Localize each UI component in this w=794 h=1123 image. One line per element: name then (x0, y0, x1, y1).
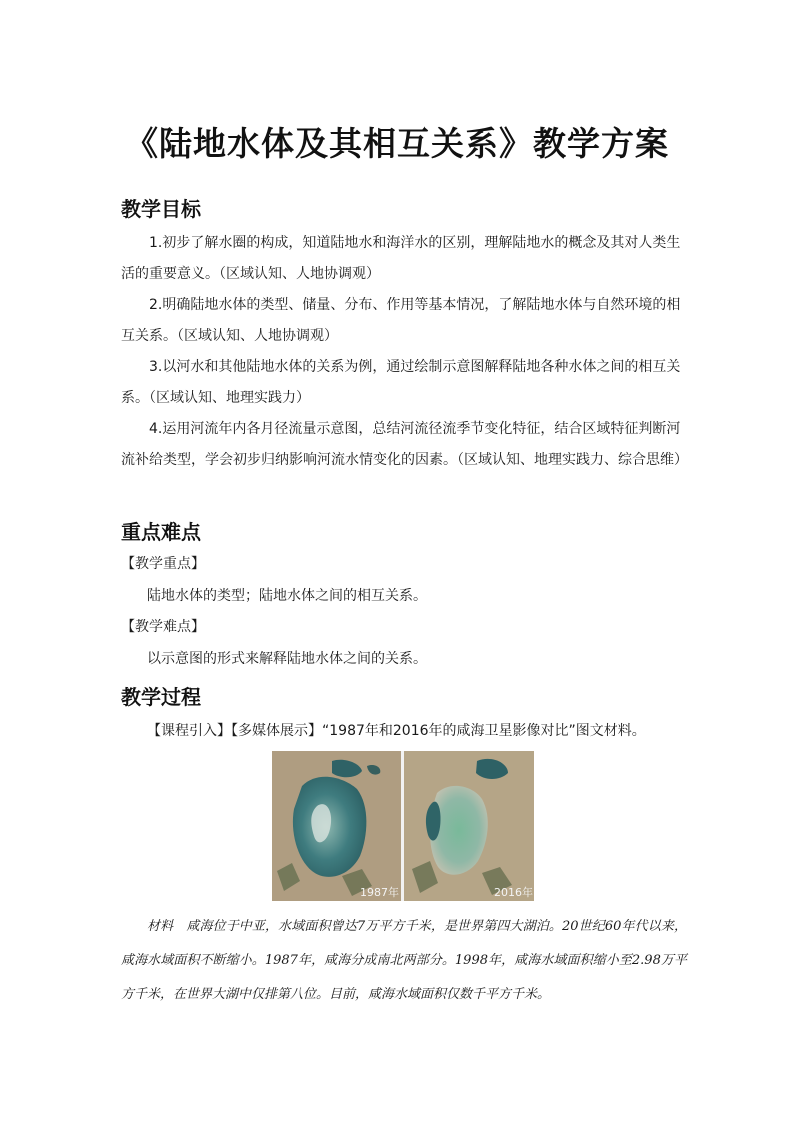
process-heading: 教学过程 (121, 685, 201, 709)
keypoints-heading: 重点难点 (121, 520, 201, 544)
difficulty-label: 【教学难点】 (121, 619, 205, 635)
objective-item-3: 3.以河水和其他陆地水体的关系为例，通过绘制示意图解释陆地各种水体之间的相互关系。（区域认知、地理实践力） (121, 359, 681, 406)
objectives-heading: 教学目标 (121, 197, 201, 221)
difficulty-text: 以示意图的形式来解释陆地水体之间的关系。 (147, 651, 427, 667)
figure-label-2016: 2016年 (494, 886, 533, 899)
aral-sea-satellite-figure (272, 751, 534, 901)
figure-label-1987: 1987年 (360, 886, 399, 899)
satellite-image (272, 751, 534, 901)
focus-label: 【教学重点】 (121, 556, 205, 572)
focus-text: 陆地水体的类型；陆地水体之间的相互关系。 (147, 588, 427, 604)
page-title: 《陆地水体及其相互关系》教学方案 (125, 124, 669, 163)
objective-item-1: 1.初步了解水圈的构成，知道陆地水和海洋水的区别，理解陆地水的概念及其对人类生活的重要意义。（区域认知、人地协调观） (121, 235, 681, 282)
process-intro: 【课程引入】【多媒体展示】“1987年和2016年的咸海卫星影像对比”图文材料。 (147, 723, 646, 739)
material-text: 材料 咸海位于中亚，水域面积曾达7万平方千米，是世界第四大湖泊。20世纪60年代以来，咸海水域面积不断缩小。1987年，咸海分成南北两部分。1998年，咸海水域面积缩小至2.98万平方千米，在世界大湖中仅排第八位。目前，咸海水域面积仅数千平方千米。 (121, 919, 687, 1002)
objective-item-4: 4.运用河流年内各月径流量示意图，总结河流径流季节变化特征，结合区域特征判断河流补给类型，学会初步归纳影响河流水情变化的因素。（区域认知、地理实践力、综合思维） (121, 421, 688, 468)
objective-item-2: 2.明确陆地水体的类型、储量、分布、作用等基本情况，了解陆地水体与自然环境的相互关系。（区域认知、人地协调观） (121, 297, 681, 344)
